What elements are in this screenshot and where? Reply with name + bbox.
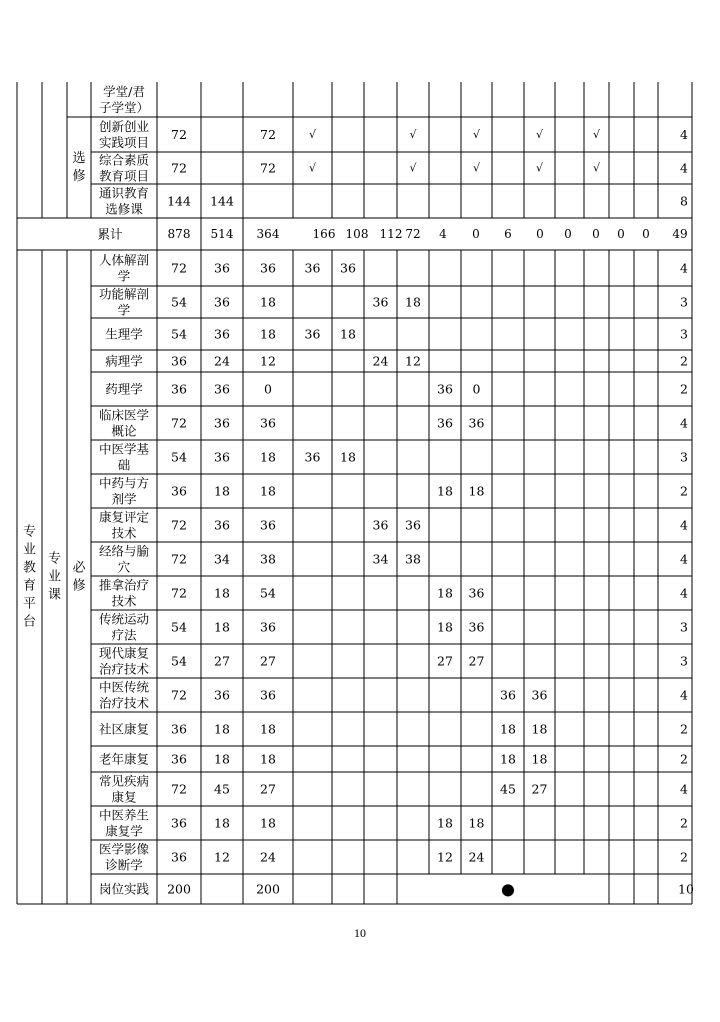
- practice-hours: 36: [260, 415, 276, 431]
- practice-hours: 38: [260, 551, 276, 567]
- credit: 3: [680, 653, 688, 669]
- credit: 3: [680, 449, 688, 465]
- course-name: 临床医学: [98, 407, 150, 423]
- total-hours: 72: [171, 127, 187, 142]
- semester-hours: 36: [468, 619, 485, 635]
- credit: 2: [680, 353, 688, 369]
- theory-hours: 18: [214, 721, 230, 737]
- category-label: 课: [47, 587, 62, 603]
- practice-hours: 36: [260, 517, 276, 533]
- total-hours: 144: [167, 193, 191, 209]
- practice-hours: 12: [260, 353, 276, 369]
- practice-hours: 24: [260, 849, 276, 865]
- subtotal-value: 0: [617, 227, 625, 241]
- theory-hours: 144: [210, 193, 234, 209]
- total-hours: 54: [171, 653, 187, 669]
- course-name: 生理学: [105, 326, 143, 342]
- course-name: 推拿治疗: [98, 577, 150, 593]
- total-hours: 54: [171, 294, 187, 310]
- semester-hours: 36: [468, 585, 485, 601]
- semester-hours: 38: [405, 551, 421, 567]
- subtotal-value: 72: [405, 227, 421, 241]
- theory-hours: 45: [214, 781, 230, 797]
- subtotal-label: 累计: [97, 226, 123, 242]
- semester-hours: 24: [372, 353, 389, 369]
- total-hours: 72: [171, 415, 187, 431]
- credit: 8: [680, 193, 688, 209]
- theory-hours: 18: [214, 751, 230, 767]
- semester-hours: 27: [468, 653, 485, 669]
- theory-hours: 18: [214, 585, 230, 601]
- total-hours: 36: [171, 815, 187, 831]
- credit: 4: [680, 127, 688, 142]
- elective-label: 修: [72, 169, 86, 184]
- semester-hours: 0: [472, 381, 481, 397]
- course-name: 中药与方: [98, 475, 150, 491]
- total-hours: 72: [171, 260, 187, 276]
- theory-hours: 36: [214, 326, 230, 342]
- theory-hours: 18: [214, 483, 230, 499]
- course-name: 中医学基: [98, 441, 150, 457]
- credit: 2: [680, 815, 688, 831]
- course-name: 病理学: [105, 353, 143, 369]
- semester-hours: 18: [468, 483, 485, 499]
- semester-hours: 18: [340, 449, 356, 465]
- total-hours: 72: [171, 687, 187, 703]
- total-hours: 72: [171, 585, 187, 601]
- practice-hours: 18: [260, 449, 276, 465]
- semester-hours: 18: [468, 815, 485, 831]
- credit: 3: [680, 326, 688, 342]
- semester-hours: 18: [500, 751, 516, 767]
- course-name: 剂学: [111, 491, 137, 507]
- theory-hours: 36: [214, 415, 230, 431]
- course-name: 中医传统: [98, 679, 150, 695]
- credit: 4: [680, 517, 688, 533]
- semester-hours: 36: [372, 517, 389, 533]
- course-name: 功能解剖: [98, 286, 150, 302]
- course-name: 老年康复: [98, 751, 150, 767]
- course-name: 学: [117, 302, 131, 318]
- subtotal-value: 0: [564, 227, 572, 241]
- semester-hours: 18: [437, 619, 453, 635]
- total-hours: 72: [171, 551, 187, 567]
- subtotal-value: 878: [167, 227, 191, 241]
- theory-hours: 12: [214, 849, 230, 865]
- practice-hours: 36: [260, 619, 276, 635]
- practice-hours: 72: [260, 127, 276, 142]
- semester-hours: 18: [531, 721, 548, 737]
- total-hours: 72: [171, 160, 187, 176]
- required-label: 修: [72, 578, 86, 594]
- theory-hours: 36: [214, 260, 230, 276]
- check-mark: √: [472, 128, 481, 141]
- semester-hours: 36: [437, 415, 453, 431]
- subtotal-value: 108: [345, 227, 369, 241]
- practice-hours: 18: [260, 326, 276, 342]
- semester-hours: 18: [500, 721, 516, 737]
- course-name: 康复学: [105, 823, 143, 839]
- platform-label: 平: [22, 596, 37, 612]
- course-name: 康复评定: [98, 509, 150, 525]
- practice-hours: 18: [260, 294, 276, 310]
- subtotal-value: 49: [672, 227, 688, 241]
- credit: 4: [680, 781, 688, 797]
- subtotal-value: 0: [642, 227, 650, 241]
- course-name: 现代康复: [98, 645, 150, 661]
- course-name: 学堂/君: [103, 84, 145, 99]
- theory-hours: 36: [214, 449, 230, 465]
- subtotal-value: 364: [256, 227, 280, 241]
- check-mark: √: [592, 161, 601, 175]
- check-mark: √: [535, 128, 544, 141]
- theory-hours: 36: [214, 381, 230, 397]
- subtotal-value: 112: [379, 227, 403, 241]
- check-mark: √: [409, 128, 417, 141]
- semester-hours: 36: [304, 260, 321, 276]
- check-mark: √: [308, 128, 317, 141]
- check-mark: √: [308, 161, 317, 175]
- semester-hours: 36: [405, 517, 421, 533]
- course-name: 经络与腧: [98, 543, 150, 559]
- semester-hours: 18: [437, 585, 453, 601]
- semester-hours: 36: [340, 260, 356, 276]
- subtotal-value: 0: [592, 227, 600, 241]
- credit: 4: [680, 585, 688, 601]
- course-name: 穴: [117, 559, 131, 575]
- semester-hours: 34: [372, 551, 389, 567]
- theory-hours: 36: [214, 294, 230, 310]
- total-hours: 36: [171, 483, 187, 499]
- semester-hours: 24: [468, 849, 485, 865]
- total-hours: 36: [171, 381, 187, 397]
- credit: 3: [680, 619, 688, 635]
- credit: 2: [680, 483, 688, 499]
- semester-hours: 18: [405, 294, 421, 310]
- course-name: 通识教育: [98, 185, 150, 201]
- semester-hours: 12: [405, 353, 421, 369]
- credit: 2: [680, 721, 688, 737]
- semester-hours: 18: [437, 483, 453, 499]
- course-name: 社区康复: [98, 721, 150, 737]
- semester-hours: 18: [531, 751, 548, 767]
- platform-label: 台: [22, 614, 37, 630]
- total-hours: 200: [167, 881, 191, 897]
- category-label: 业: [47, 569, 62, 585]
- total-hours: 36: [171, 849, 187, 865]
- platform-label: 业: [22, 542, 37, 558]
- course-name: 实践项目: [98, 135, 150, 150]
- check-mark: √: [535, 161, 544, 175]
- semester-hours: 18: [437, 815, 453, 831]
- total-hours: 72: [171, 781, 187, 797]
- credit: 2: [680, 849, 688, 865]
- practice-hours: 27: [260, 781, 276, 797]
- course-name: 技术: [111, 593, 137, 609]
- subtotal-value: 0: [536, 227, 544, 241]
- semester-hours: 36: [468, 415, 485, 431]
- practice-hours: 0: [264, 381, 272, 397]
- practice-hours: 36: [260, 260, 276, 276]
- course-name: 技术: [111, 525, 137, 541]
- practice-hours: 36: [260, 687, 276, 703]
- subtotal-value: 166: [312, 227, 336, 241]
- credit: 10: [678, 881, 694, 897]
- course-name: 岗位实践: [98, 881, 150, 897]
- semester-hours: 27: [531, 781, 548, 797]
- semester-hours: 36: [531, 687, 548, 703]
- course-name: 综合素质: [98, 152, 150, 168]
- practice-hours: 18: [260, 721, 276, 737]
- practice-marker: ●: [501, 879, 515, 899]
- practice-hours: 18: [260, 751, 276, 767]
- total-hours: 36: [171, 721, 187, 737]
- credit: 3: [680, 294, 688, 310]
- theory-hours: 34: [214, 551, 230, 567]
- theory-hours: 18: [214, 619, 230, 635]
- theory-hours: 36: [214, 687, 230, 703]
- course-name: 础: [117, 457, 131, 473]
- credit: 4: [680, 687, 688, 703]
- theory-hours: 27: [214, 653, 230, 669]
- credit: 4: [680, 415, 688, 431]
- total-hours: 36: [171, 751, 187, 767]
- check-mark: √: [472, 161, 481, 175]
- course-name: 创新创业: [98, 119, 150, 134]
- course-name: 教育项目: [98, 168, 150, 184]
- theory-hours: 36: [214, 517, 230, 533]
- page-number: 10: [354, 926, 366, 940]
- course-name: 诊断学: [105, 857, 143, 873]
- subtotal-value: 6: [504, 227, 512, 241]
- required-label: 必: [72, 560, 86, 576]
- subtotal-value: 0: [472, 227, 480, 241]
- course-name: 常见疾病: [98, 773, 150, 789]
- semester-hours: 18: [340, 326, 356, 342]
- practice-hours: 18: [260, 815, 276, 831]
- total-hours: 36: [171, 353, 187, 369]
- course-name: 子学堂）: [98, 100, 150, 115]
- course-name: 中医养生: [98, 807, 150, 823]
- platform-label: 专: [22, 524, 37, 540]
- course-name: 治疗技术: [98, 661, 150, 677]
- check-mark: √: [592, 128, 601, 141]
- practice-hours: 200: [256, 881, 280, 897]
- semester-hours: 36: [304, 326, 321, 342]
- course-name: 医学影像: [98, 841, 150, 857]
- practice-hours: 72: [260, 160, 276, 176]
- course-name: 传统运动: [98, 611, 150, 627]
- course-name: 概论: [111, 423, 137, 439]
- course-name: 选修课: [105, 201, 143, 217]
- semester-hours: 36: [372, 294, 389, 310]
- semester-hours: 36: [304, 449, 321, 465]
- platform-label: 教: [22, 560, 37, 576]
- semester-hours: 36: [500, 687, 516, 703]
- course-name: 疗法: [111, 627, 137, 643]
- check-mark: √: [409, 161, 417, 175]
- subtotal-value: 514: [210, 227, 234, 241]
- practice-hours: 54: [260, 585, 276, 601]
- total-hours: 54: [171, 619, 187, 635]
- credit: 4: [680, 260, 688, 276]
- practice-hours: 27: [260, 653, 276, 669]
- course-name: 学: [117, 268, 131, 284]
- semester-hours: 27: [437, 653, 453, 669]
- semester-hours: 45: [500, 781, 516, 797]
- credit: 2: [680, 751, 688, 767]
- semester-hours: 12: [437, 849, 453, 865]
- total-hours: 54: [171, 326, 187, 342]
- credit: 4: [680, 551, 688, 567]
- platform-label: 育: [22, 578, 37, 594]
- elective-label: 选: [72, 151, 86, 166]
- total-hours: 54: [171, 449, 187, 465]
- total-hours: 72: [171, 517, 187, 533]
- credit: 4: [680, 160, 688, 176]
- course-name: 康复: [111, 789, 137, 805]
- credit: 2: [680, 381, 688, 397]
- course-name: 治疗技术: [98, 695, 150, 711]
- subtotal-value: 4: [439, 227, 447, 241]
- practice-hours: 18: [260, 483, 276, 499]
- course-name: 人体解剖: [98, 252, 150, 268]
- course-name: 药理学: [105, 381, 143, 397]
- theory-hours: 24: [214, 353, 230, 369]
- category-label: 专: [47, 551, 62, 567]
- theory-hours: 18: [214, 815, 230, 831]
- semester-hours: 36: [437, 381, 453, 397]
